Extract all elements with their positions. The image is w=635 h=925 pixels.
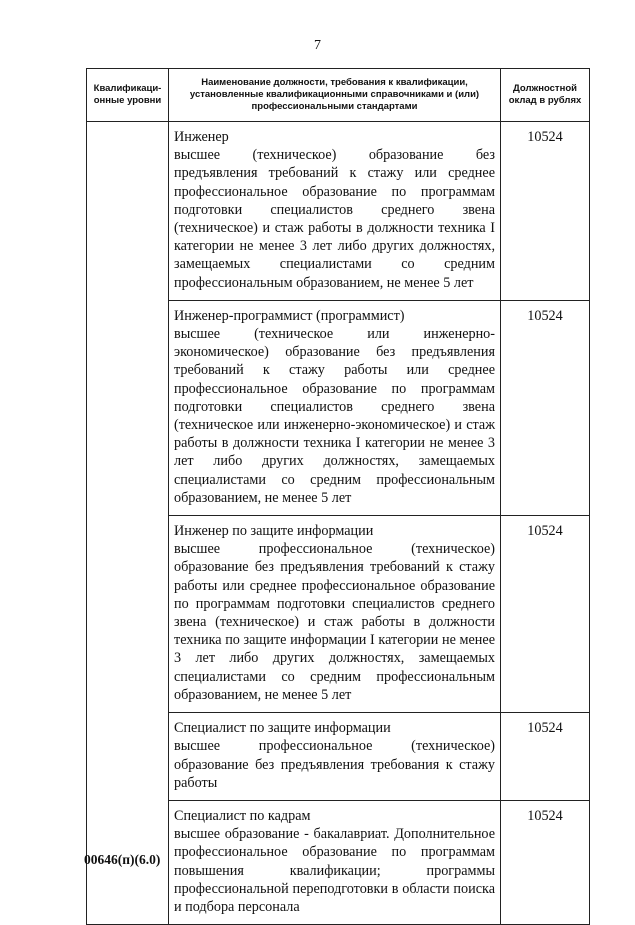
position-cell <box>169 300 501 515</box>
qualification-table <box>86 68 590 925</box>
position-requirements: высшее профессиональное (техническое) образование без предъявления требований к стажу работы или среднее профессиональное образование по программам подготовки специалистов среднего звена (техническое) и стаж работы в должности техника по защите информации I категории не менее 3 лет либо других должностях, замещаемых специалистами со средним профессиональным образованием, не менее 5 лет <box>174 541 495 703</box>
qualification-level-cell <box>87 122 169 925</box>
position-title: Инженер <box>174 129 229 145</box>
page-number: 7 <box>314 38 321 53</box>
salary-cell: 10524 <box>501 800 590 924</box>
position-cell <box>169 122 501 301</box>
position-cell <box>169 516 501 713</box>
position-requirements: высшее профессиональное (техническое) образование без предъявления требования к стажу работы <box>174 738 495 791</box>
position-cell <box>169 800 501 924</box>
document-code: 00646(п)(6.0) <box>84 852 161 867</box>
salary-cell: 10524 <box>501 300 590 515</box>
position-requirements: высшее образование - бакалавриат. Дополнительное профессиональное образование по программам повышения квалификации; программы профессиональной переподготовки в области поиска и подбора персонала <box>174 826 495 915</box>
position-requirements: высшее (техническое или инженерно-экономическое) образование без предъявления требований к стажу работы или среднее профессиональное образование по программам подготовки специалистов среднего звена (техническое или инженерно-экономическое) и стаж работы в должности техника I категории не менее 3 лет либо других должностях, замещаемых специалистами со средним профессиональным образованием, не менее 5 лет <box>174 326 495 506</box>
table-header-row <box>87 69 590 122</box>
table-row <box>87 122 590 301</box>
position-title: Специалист по защите информации <box>174 720 391 737</box>
position-cell <box>169 713 501 801</box>
header-position-requirements: Наименование должности, требования к квалификации, установленные квалификационными справочниками и (или) профессиональными стандартами <box>169 69 501 122</box>
position-title: Инженер-программист (программист) <box>174 307 405 324</box>
position-title: Специалист по кадрам <box>174 807 311 824</box>
salary-cell: 10524 <box>501 516 590 713</box>
salary-cell: 10524 <box>501 713 590 801</box>
position-requirements: высшее (техническое) образование без предъявления требований к стажу или среднее профессиональное образование по программам подготовки специалистов среднего звена (техническое) и стаж работы в должности техника I категории не менее 3 лет либо других должностях, замещаемых специалистами со средним профессиональным образованием, не менее 5 лет <box>174 147 495 291</box>
salary-cell: 10524 <box>501 122 590 301</box>
header-salary: Должностной оклад в рублях <box>501 69 590 122</box>
header-qualification-levels: Квалификаци-онные уровни <box>87 69 169 122</box>
position-title: Инженер по защите информации <box>174 523 374 540</box>
